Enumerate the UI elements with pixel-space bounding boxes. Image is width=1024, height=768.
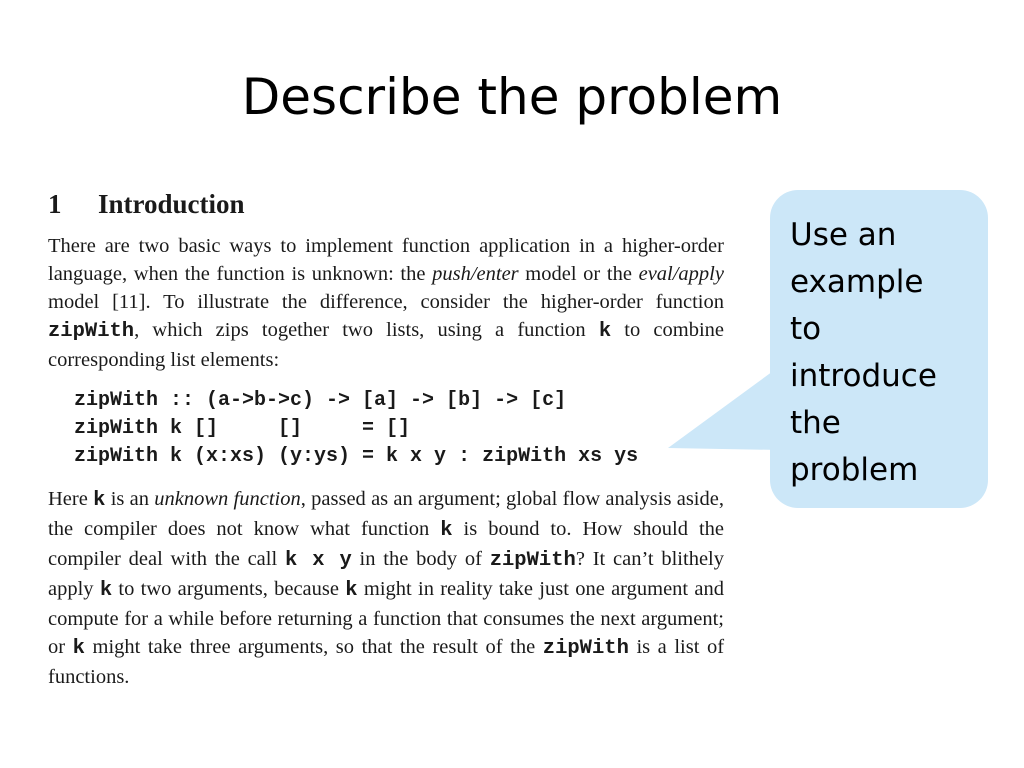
- text-run: might in reality take just one argument and compute for a while before returning a function that consumes the next argument; or: [48, 578, 725, 658]
- section-number: 1: [48, 189, 62, 219]
- term-eval-apply: eval/apply: [638, 263, 724, 285]
- code-inline: k: [440, 519, 453, 542]
- text-run: ? It can’t blithely apply: [48, 548, 724, 600]
- term-unknown-function: unknown function: [154, 488, 301, 510]
- text-run: is bound to. How should the compiler deal with the call: [48, 518, 724, 570]
- text-run: is a list of functions.: [48, 636, 725, 688]
- code-line: zipWith k [] [] = []: [74, 417, 411, 440]
- text-run: Here: [48, 488, 94, 510]
- section-title: Introduction: [98, 189, 245, 219]
- slide-title: Describe the problem: [241, 68, 783, 126]
- code-inline: zipWith: [542, 637, 629, 660]
- text-run: model [11]. To illustrate the difference, consider the higher-order function: [48, 291, 724, 313]
- code-inline: zipWith: [48, 320, 135, 343]
- code-inline: k: [72, 637, 85, 660]
- callout-text: Use an example to introduce the problem: [790, 217, 937, 488]
- text-run: might take three arguments, so that the result of the: [84, 636, 543, 658]
- code-inline: k x y: [284, 549, 352, 572]
- text-run: is an: [105, 488, 155, 510]
- code-inline: k: [598, 320, 612, 343]
- text-run: model or the: [518, 263, 639, 285]
- text-run: , which zips together two lists, using a function: [134, 319, 599, 341]
- text-run: to two arguments, because: [112, 578, 346, 600]
- term-push-enter: push/enter: [432, 263, 519, 285]
- text-run: There are two basic ways to implement function application in a higher-order language, when the function is unknown: the: [48, 235, 724, 285]
- text-run: , passed as an argument; global flow analysis aside, the compiler does not know what function: [48, 488, 724, 540]
- code-inline: k: [99, 579, 113, 602]
- code-inline: k: [93, 489, 106, 512]
- code-inline: k: [345, 579, 358, 602]
- text-run: to combine corresponding list elements:: [48, 319, 724, 371]
- text-run: in the body of: [351, 548, 490, 570]
- code-line: zipWith k (x:xs) (y:ys) = k x y : zipWith xs ys: [74, 445, 639, 468]
- code-inline: zipWith: [489, 549, 576, 572]
- code-line: zipWith :: (a->b->c) -> [a] -> [b] -> [c]: [74, 389, 567, 412]
